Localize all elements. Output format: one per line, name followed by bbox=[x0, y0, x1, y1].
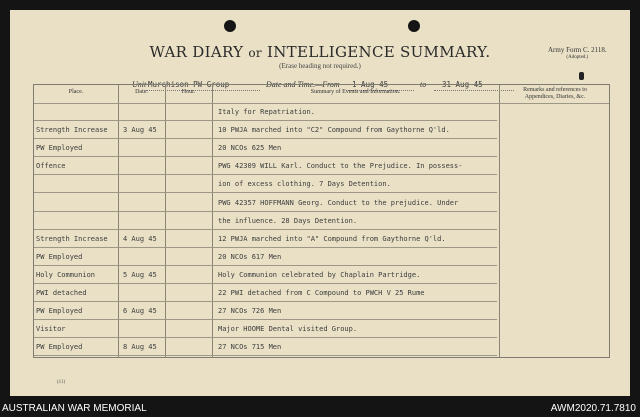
col-header-hour: Hour. bbox=[181, 89, 196, 95]
row-place: PWI detached bbox=[36, 289, 87, 297]
row-summary: Italy for Repatriation. bbox=[218, 108, 315, 116]
diary-sheet bbox=[10, 10, 630, 396]
col-header-summary: Summary of Events and Information. bbox=[310, 89, 401, 95]
row-summary: PWG 42309 WILL Karl. Conduct to the Prejudice. In possess- bbox=[218, 162, 463, 171]
col-header-date: Date. bbox=[135, 89, 148, 95]
row-rule bbox=[34, 337, 497, 338]
row-summary: ion of excess clothing. 7 Days Detention. bbox=[218, 180, 391, 189]
subtitle: (Erase heading not required.) bbox=[279, 62, 361, 70]
row-summary: 10 PWJA marched into "C2" Compound from Gaythorne Q'ld. bbox=[218, 126, 450, 135]
row-summary: Major HOOME Dental visited Group. bbox=[218, 325, 358, 334]
row-summary: 27 NCOs 726 Men bbox=[218, 307, 282, 316]
row-date: 8 Aug 45 bbox=[123, 343, 157, 352]
row-place: Holy Communion bbox=[36, 270, 96, 279]
punch-hole-right bbox=[408, 20, 420, 32]
row-place: Strength Increase bbox=[36, 234, 108, 243]
row-rule bbox=[34, 138, 497, 139]
row-date: 5 Aug 45 bbox=[123, 270, 157, 279]
title-or: or bbox=[248, 46, 262, 60]
row-rule bbox=[34, 211, 497, 212]
row-summary: 22 PWI detached from C Compound to PWCH V 25 Rume bbox=[218, 289, 425, 297]
to-value: 31 Aug 45 bbox=[442, 80, 483, 89]
army-form-note: (Adopted.) bbox=[566, 55, 589, 60]
row-place: Offence bbox=[36, 162, 66, 171]
date-label: Date and Time.—From bbox=[266, 80, 340, 89]
page-title bbox=[10, 43, 630, 61]
unit-label: Unit bbox=[132, 80, 147, 89]
credit-accession: AWM2020.71.7810 bbox=[550, 403, 636, 414]
row-place: Strength Increase bbox=[36, 126, 108, 135]
row-rule bbox=[34, 247, 497, 248]
row-date: 3 Aug 45 bbox=[123, 126, 157, 135]
row-summary: 12 PWJA marched into "A" Compound from Gaythorne Q'ld. bbox=[218, 234, 446, 243]
to-label: to bbox=[420, 80, 427, 89]
army-form-label: Army Form C. 2118. (Adopted.) bbox=[548, 46, 607, 60]
row-summary: PWG 42357 HOFFMANN Georg. Conduct to the prejudice. Under bbox=[218, 198, 459, 207]
row-rule bbox=[34, 174, 497, 175]
unit-value: Murchison PW Group bbox=[148, 80, 230, 89]
row-summary: 20 NCOs 617 Men bbox=[218, 252, 282, 261]
row-rule bbox=[34, 283, 497, 284]
credit-institution: AUSTRALIAN WAR MEMORIAL bbox=[2, 403, 147, 414]
title-war-diary: WAR DIARY bbox=[149, 43, 244, 61]
row-rule bbox=[34, 192, 497, 193]
row-date: 6 Aug 45 bbox=[123, 307, 157, 316]
header-rule bbox=[34, 103, 609, 104]
row-rule bbox=[34, 355, 497, 356]
row-place: PW Employed bbox=[36, 144, 83, 153]
diary-table bbox=[33, 84, 610, 358]
row-place: PW Employed bbox=[36, 307, 83, 316]
col-divider-place bbox=[118, 85, 119, 357]
row-summary: Holy Communion celebrated by Chaplain Partridge. bbox=[218, 270, 421, 279]
row-place: Visitor bbox=[36, 325, 66, 334]
row-summary: 20 NCOs 625 Men bbox=[218, 144, 282, 153]
row-rule bbox=[34, 156, 497, 157]
row-summary: the influence. 28 Days Detention. bbox=[218, 216, 358, 225]
row-rule bbox=[34, 265, 497, 266]
row-rule bbox=[34, 229, 497, 230]
col-header-place: Place. bbox=[68, 89, 84, 95]
ink-mark bbox=[579, 72, 584, 80]
row-rule bbox=[34, 120, 497, 121]
col-divider-date bbox=[165, 85, 166, 357]
row-summary: 27 NCOs 715 Men bbox=[218, 343, 282, 352]
punch-hole-left bbox=[224, 20, 236, 32]
row-place: PW Employed bbox=[36, 343, 83, 352]
row-rule bbox=[34, 301, 497, 302]
col-header-remarks: Remarks and references to Appendices, Diaries, &c. bbox=[523, 87, 587, 100]
col-divider-summary bbox=[499, 85, 500, 357]
from-value: 1 Aug 45 bbox=[352, 80, 389, 89]
footer-mark: (11) bbox=[57, 380, 66, 385]
row-rule bbox=[34, 319, 497, 320]
col-divider-hour bbox=[212, 85, 213, 357]
row-date: 4 Aug 45 bbox=[123, 234, 157, 243]
row-place: PW Employed bbox=[36, 252, 83, 261]
title-intelligence-summary: INTELLIGENCE SUMMARY. bbox=[267, 43, 491, 61]
